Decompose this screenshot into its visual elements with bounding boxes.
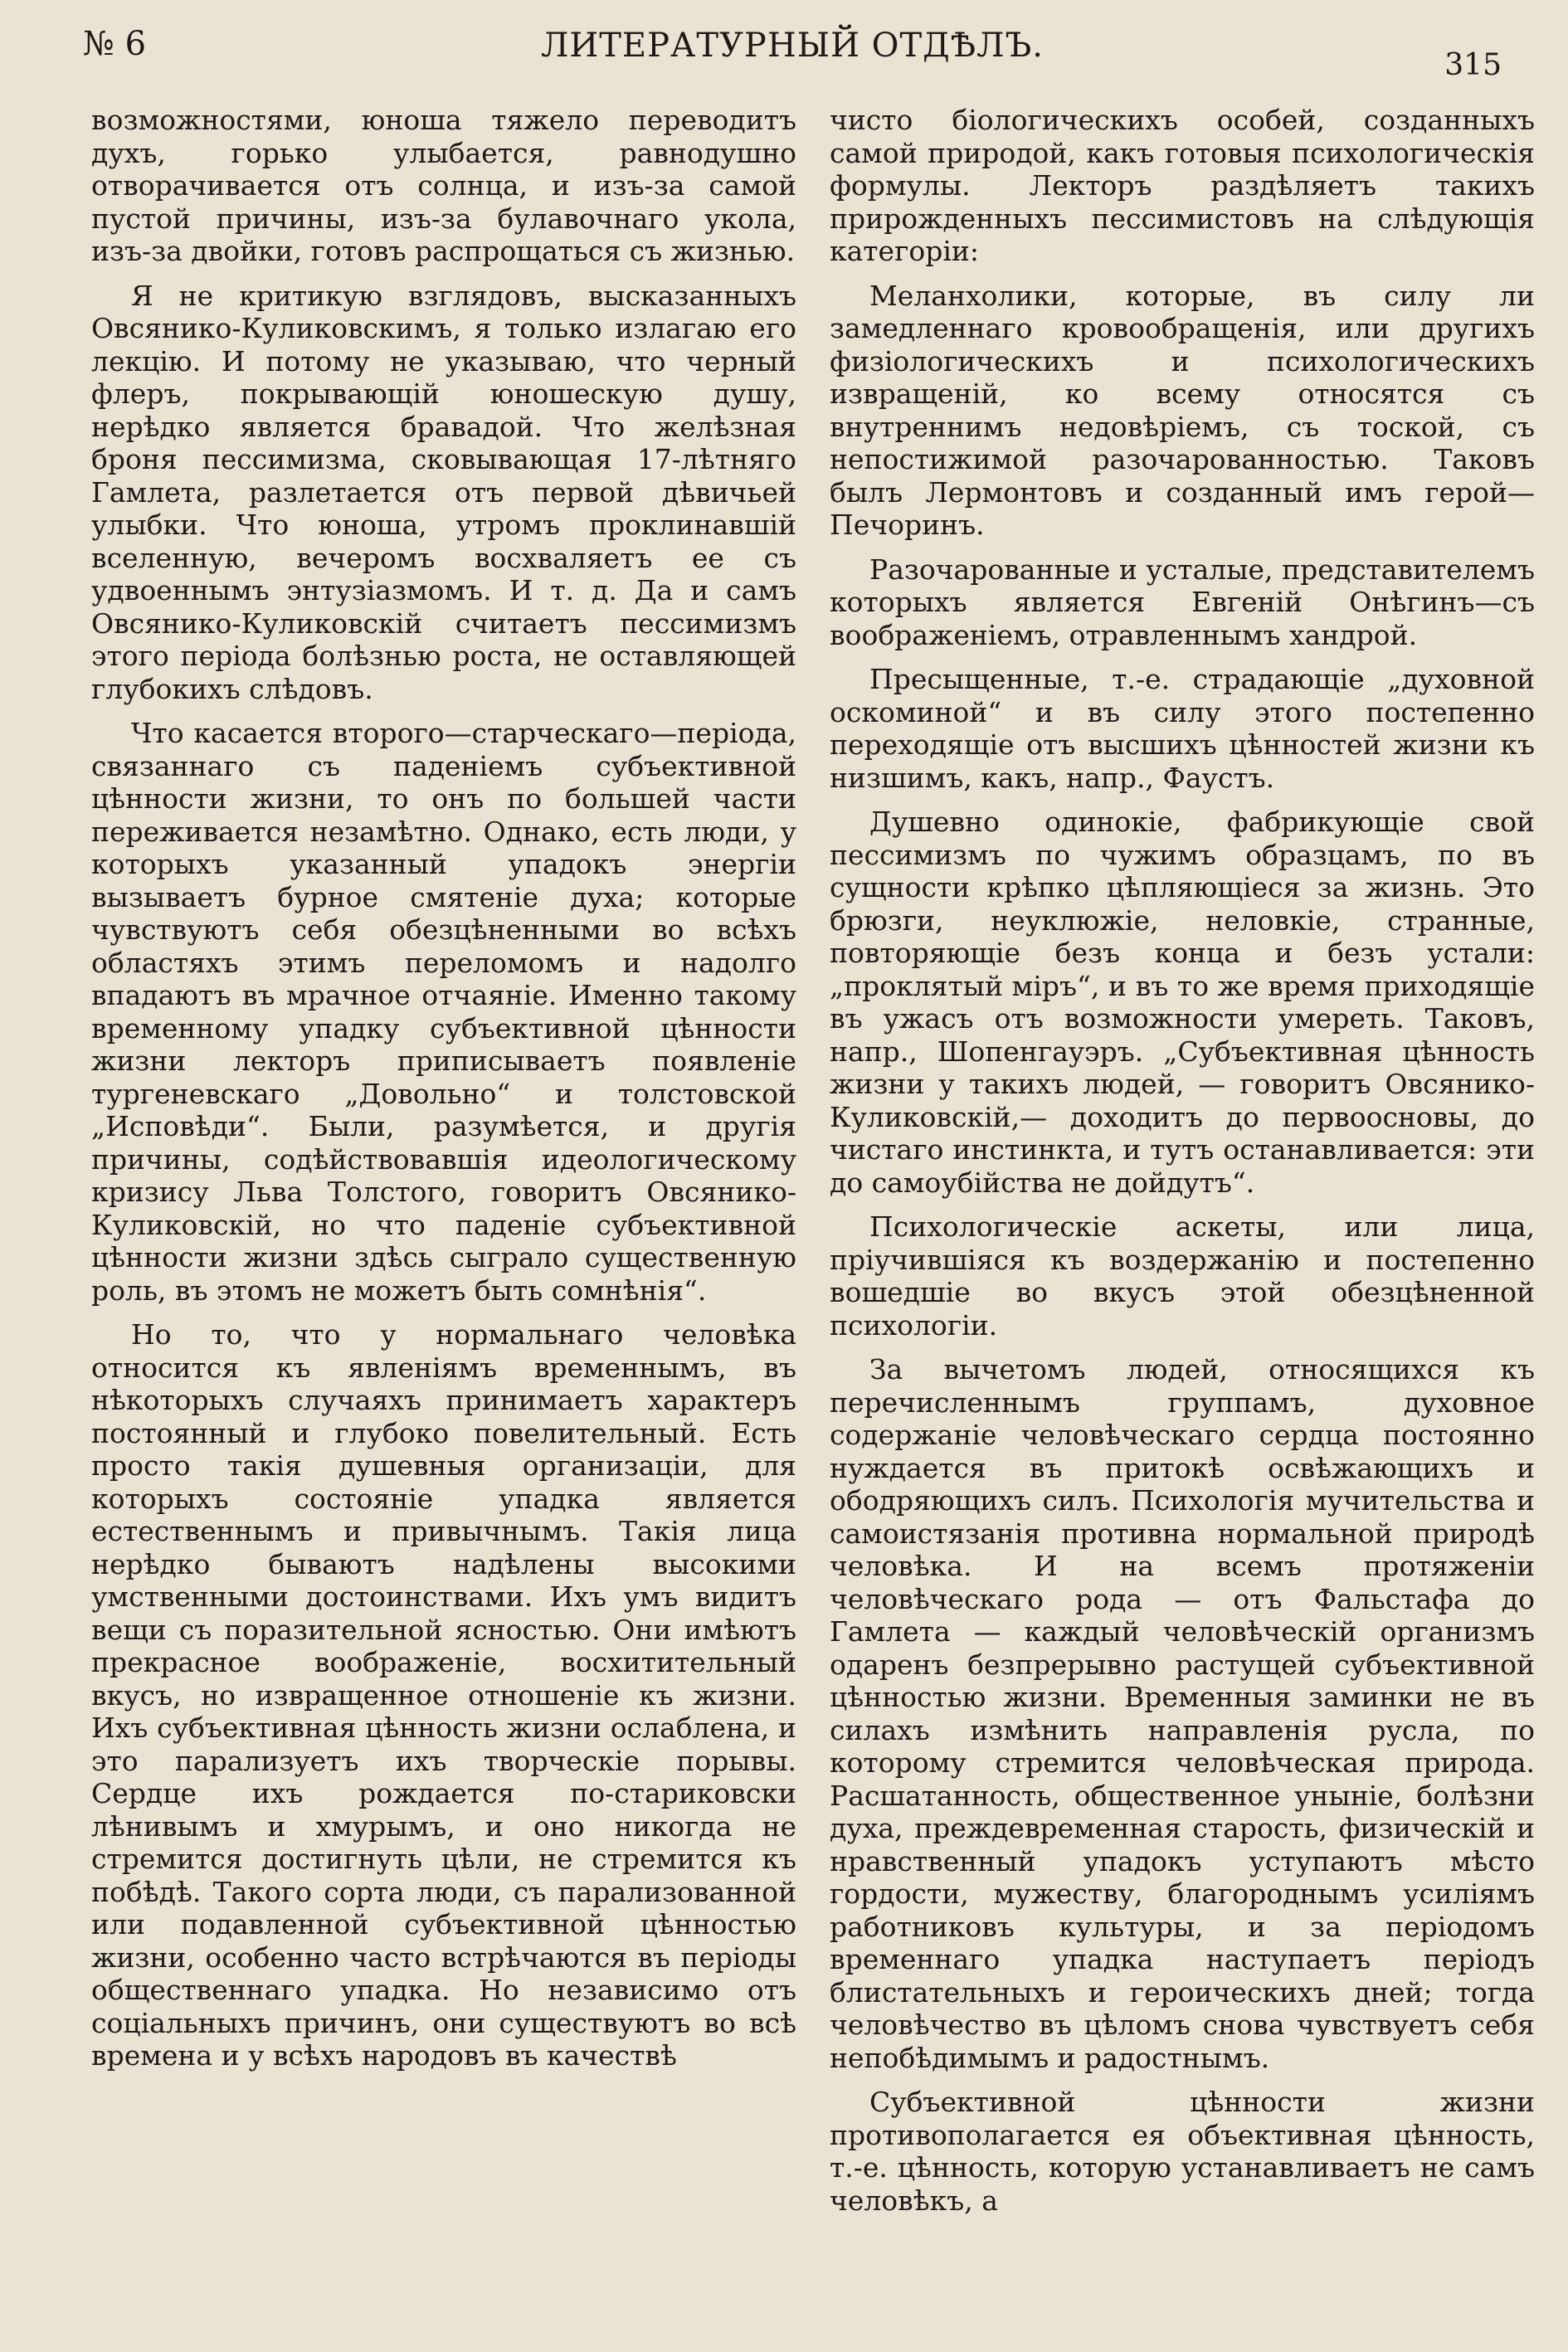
paragraph: Я не критикую взглядовъ, высказанныхъ Овсянико-Куликовскимъ, я только излагаю его лекцію. И потому не указываю, что черный флеръ, покрывающій юношескую душу, нерѣдко является бравадой. Что желѣзная броня пессимизма, сковывающая 17-лѣтняго Гамлета, разлетается отъ первой дѣвичьей улыбки. Что юноша, утромъ проклинавшій вселенную, вечеромъ восхваляетъ ее съ удвоеннымъ энтузіазмомъ. И т. д. Да и самъ Овсянико-Куликовскій считаетъ пессимизмъ этого періода болѣзнью роста, не оставляющей глубокихъ слѣдовъ.	[91, 279, 796, 705]
paragraph: Меланхолики, которые, въ силу ли замедленнаго кровообращенія, или другихъ физіологическихъ и психологическихъ извращеній, ко всему относятся съ внутреннимъ недовѣріемъ, съ тоской, съ непостижимой разочарованностью. Таковъ былъ Лермонтовъ и созданный имъ герой—Печоринъ.	[830, 279, 1535, 541]
paragraph: За вычетомъ людей, относящихся къ перечисленнымъ группамъ, духовное содержаніе человѣческаго сердца постоянно нуждается въ притокѣ освѣжающихъ и ободряющихъ силъ. Психологія мучительства и самоистязанія противна нормальной природѣ человѣка. И на всемъ протяженіи человѣческаго рода — отъ Фальстафа до Гамлета — каждый человѣческій организмъ одаренъ безпрерывно растущей субъективной цѣнностью жизни. Временныя заминки не въ силахъ измѣнить направленія русла, по которому стремится человѣческая природа. Расшатанность, общественное уныніе, болѣзни духа, преждевременная старость, физическій и нравственный упадокъ уступаютъ мѣсто гордости, мужеству, благороднымъ усиліямъ работниковъ культуры, и за періодомъ временнаго упадка наступаетъ періодъ блистательныхъ и героическихъ дней; тогда человѣчество въ цѣломъ снова чувствуетъ себя непобѣдимымъ и радостнымъ.	[830, 1353, 1535, 2074]
paragraph: Разочарованные и усталые, представителемъ которыхъ является Евгеній Онѣгинъ—съ воображеніемъ, отравленнымъ хандрой.	[830, 553, 1535, 651]
left-column	[91, 104, 796, 2084]
paragraph: чисто біологическихъ особей, созданныхъ самой природой, какъ готовыя психологическія формулы. Лекторъ раздѣляетъ такихъ прирожденныхъ пессимистовъ на слѣдующія категоріи:	[830, 104, 1535, 267]
paragraph: Что касается второго—старческаго—періода, связаннаго съ паденіемъ субъективной цѣнности жизни, то онъ по большей части переживается незамѣтно. Однако, есть люди, у которыхъ указанный упадокъ энергіи вызываетъ бурное смятеніе духа; которые чувствуютъ себя обезцѣненными во всѣхъ областяхъ этимъ переломомъ и надолго впадаютъ въ мрачное отчаяніе. Именно такому временному упадку субъективной цѣнности жизни лекторъ приписываетъ появленіе тургеневскаго „Довольно“ и толстовской „Исповѣди“. Были, разумѣется, и другія причины, содѣйствовавшія идеологическому кризису Льва Толстого, говоритъ Овсянико-Куликовскій, но что паденіе субъективной цѣнности жизни здѣсь сыграло существенную роль, въ этомъ не можетъ быть сомнѣнія“.	[91, 717, 796, 1307]
issue-number: № 6	[83, 25, 147, 63]
paragraph: Но то, что у нормальнаго человѣка относится къ явленіямъ временнымъ, въ нѣкоторыхъ случаяхъ принимаетъ характеръ постоянный и глубоко повелительный. Есть просто такія душевныя организаціи, для которыхъ состояніе упадка является естественнымъ и привычнымъ. Такія лица нерѣдко бываютъ надѣлены высокими умственными достоинствами. Ихъ умъ видитъ вещи съ поразительной ясностью. Они имѣютъ прекрасное воображеніе, восхитительный вкусъ, но извращенное отношеніе къ жизни. Ихъ субъективная цѣнность жизни ослаблена, и это парализуетъ ихъ творческіе порывы. Сердце ихъ рождается по-стариковски лѣнивымъ и хмурымъ, и оно никогда не стремится достигнуть цѣли, не стремится къ побѣдѣ. Такого сорта люди, съ парализованной или подавленной субъективной цѣнностью жизни, особенно часто встрѣчаются въ періоды общественнаго упадка. Но независимо отъ соціальныхъ причинъ, они существуютъ во всѣ времена и у всѣхъ народовъ въ качествѣ	[91, 1318, 796, 2072]
paragraph: Душевно одинокіе, фабрикующіе свой пессимизмъ по чужимъ образцамъ, по въ сущности крѣпко цѣпляющіеся за жизнь. Это брюзги, неуклюжіе, неловкіе, странные, повторяющіе безъ конца и безъ устали: „проклятый міръ“, и въ то же время приходящіе въ ужасъ отъ возможности умереть. Таковъ, напр., Шопенгауэръ. „Субъективная цѣнность жизни у такихъ людей, — говоритъ Овсянико-Куликовскій,— доходитъ до первоосновы, до чистаго инстинкта, и тутъ останавливается: эти до самоубійства не дойдутъ“.	[830, 806, 1535, 1199]
paragraph: Субъективной цѣнности жизни противополагается ея объективная цѣнность, т.-е. цѣнность, которую устанавливаетъ не самъ человѣкъ, а	[830, 2086, 1535, 2217]
section-title: ЛИТЕРАТУРНЫЙ ОТДѢЛЪ.	[540, 27, 1044, 65]
paragraph: Пресыщенные, т.-е. страдающіе „духовной оскоминой“ и въ силу этого постепенно переходящіе отъ высшихъ цѣнностей жизни къ низшимъ, какъ, напр., Фаустъ.	[830, 663, 1535, 794]
page-number: 315	[1444, 48, 1502, 82]
paragraph: Психологическіе аскеты, или лица, пріучившіяся къ воздержанію и постепенно вошедшіе во вкусъ этой обезцѣненной психологіи.	[830, 1210, 1535, 1342]
paragraph: возможностями, юноша тяжело переводитъ духъ, горько улыбается, равнодушно отворачивается отъ солнца, и изъ-за самой пустой причины, изъ-за булавочнаго укола, изъ-за двойки, готовъ распрощаться съ жизнью.	[91, 104, 796, 267]
right-column	[830, 104, 1535, 2228]
running-header	[83, 25, 1502, 83]
